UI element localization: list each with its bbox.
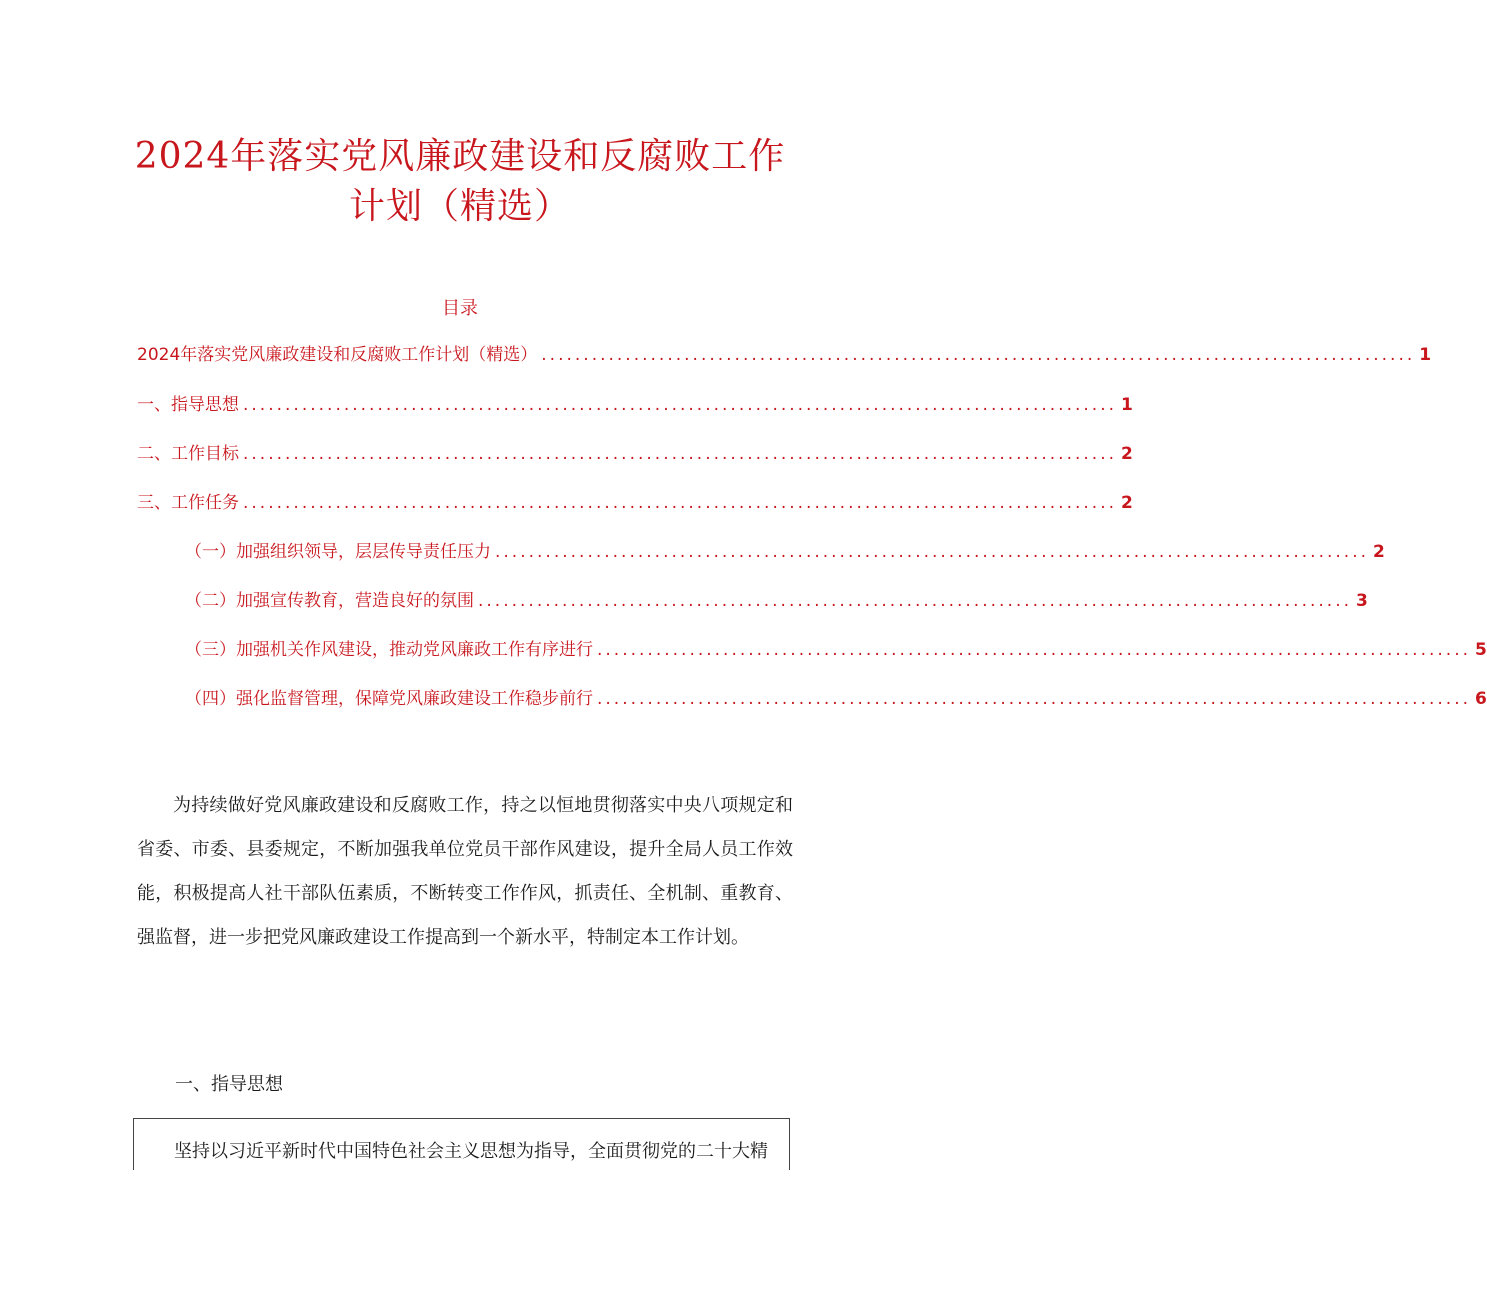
toc-entry-label: （二）加强宣传教育，营造良好的氛围 xyxy=(185,591,474,611)
toc-entry-label: 二、工作目标 xyxy=(137,444,239,464)
toc-entry-page: 6 xyxy=(1475,689,1487,709)
toc-entry-label: 三、工作任务 xyxy=(137,493,239,513)
toc-entry-page: 1 xyxy=(1419,345,1432,365)
toc-leader-dots: ........................................................................................................ xyxy=(541,345,1416,365)
toc-entry-label: （三）加强机关作风建设，推动党风廉政工作有序进行 xyxy=(185,640,593,660)
toc-leader-dots: ........................................................................................................ xyxy=(243,493,1117,513)
toc-entry-label: （四）强化监督管理，保障党风廉政建设工作稳步前行 xyxy=(185,689,593,709)
toc-entry-page: 1 xyxy=(1121,395,1133,415)
section-1-text-frame xyxy=(133,1118,790,1170)
toc-entry[interactable] xyxy=(137,491,1133,515)
toc-leader-dots: ........................................................................................................ xyxy=(597,689,1471,709)
section-1-first-line: 坚持以习近平新时代中国特色社会主义思想为指导，全面贯彻党的二十大精 xyxy=(174,1141,768,1162)
toc-entry[interactable] xyxy=(137,393,1133,417)
section-heading-guiding-thought: 一、指导思想 xyxy=(175,1074,283,1095)
toc-entry-page: 2 xyxy=(1373,542,1385,562)
toc-entry-page: 5 xyxy=(1475,640,1487,660)
toc-entry[interactable] xyxy=(137,343,1432,367)
document-title: 2024年落实党风廉政建设和反腐败工作计划（精选） xyxy=(134,136,786,227)
toc-entry[interactable] xyxy=(185,540,1385,564)
toc-entry[interactable] xyxy=(185,638,1487,662)
toc-entry-label: （一）加强组织领导，层层传导责任压力 xyxy=(185,542,491,562)
toc-leader-dots: ........................................................................................................ xyxy=(597,640,1471,660)
toc-heading: 目录 xyxy=(442,298,478,319)
toc-entry[interactable] xyxy=(137,442,1133,466)
intro-paragraph: 为持续做好党风廉政建设和反腐败工作，持之以恒地贯彻落实中央八项规定和省委、市委、县委规定，不断加强我单位党员干部作风建设，提升全局人员工作效能，积极提高人社干部队伍素质，不断转变工作作风，抓责任、全机制、重教育、强监督，进一步把党风廉政建设工作提高到一个新水平，特制定本工作计划。 xyxy=(137,795,793,948)
toc-entry[interactable] xyxy=(185,589,1368,613)
toc-entry-page: 2 xyxy=(1121,444,1133,464)
toc-entry-page: 3 xyxy=(1356,591,1368,611)
toc-entry-page: 2 xyxy=(1121,493,1133,513)
toc-entry-label: 一、指导思想 xyxy=(137,395,239,415)
toc-entry-label: 2024年落实党风廉政建设和反腐败工作计划（精选） xyxy=(137,345,538,365)
toc-entry[interactable] xyxy=(185,687,1487,711)
toc-leader-dots: ........................................................................................................ xyxy=(243,395,1117,415)
toc-leader-dots: ........................................................................................................ xyxy=(495,542,1369,562)
toc-leader-dots: ........................................................................................................ xyxy=(243,444,1117,464)
toc-leader-dots: ........................................................................................................ xyxy=(478,591,1352,611)
